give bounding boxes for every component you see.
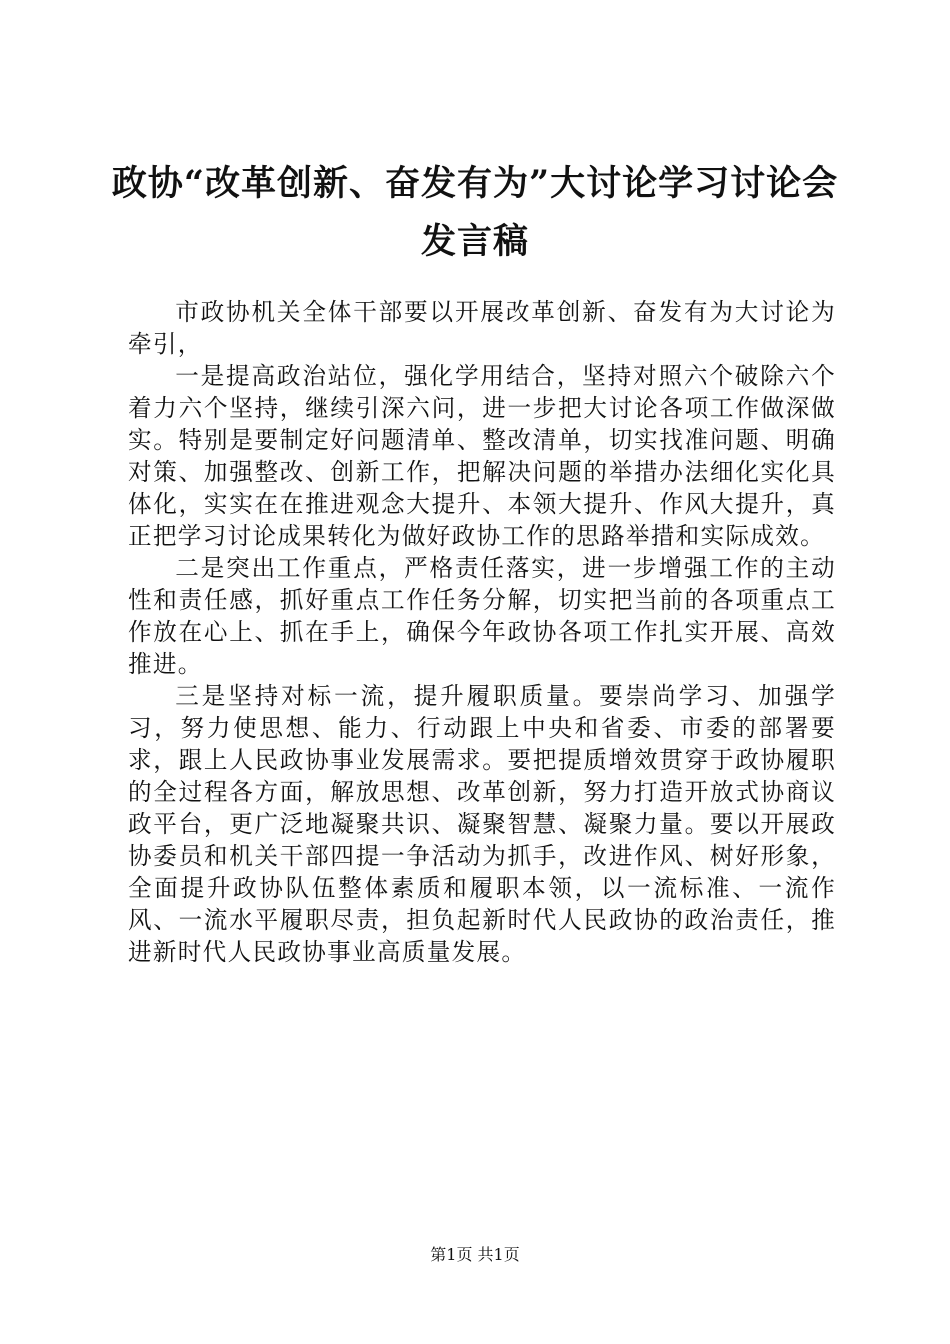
paragraph-point-one: 一是提高政治站位，强化学用结合，坚持对照六个破除六个着力六个坚持，继续引深六问，进一步把大讨论各项工作做深做实。特别是要制定好问题清单、整改清单，切实找准问题、明确对策、加强整改、创新工作，把解决问题的举措办法细化实化具体化，实实在在推进观念大提升、本领大提升、作风大提升，真正把学习讨论成果转化为做好政协工作的思路举措和实际成效。 — [128, 362, 836, 550]
document-title: 政协“改革创新、奋发有为”大讨论学习讨论会发言稿 — [111, 163, 839, 262]
page-footer: 第1页 共1页 — [430, 1245, 520, 1264]
paragraph-point-three: 三是坚持对标一流，提升履职质量。要崇尚学习、加强学习，努力使思想、能力、行动跟上中央和省委、市委的部署要求，跟上人民政协事业发展需求。要把提质增效贯穿于政协履职的全过程各方面，解放思想、改革创新，努力打造开放式协商议政平台，更广泛地凝聚共识、凝聚智慧、凝聚力量。要以开展政协委员和机关干部四提一争活动为抓手，改进作风、树好形象，全面提升政协队伍整体素质和履职本领，以一流标准、一流作风、一流水平履职尽责，担负起新时代人民政协的政治责任，推进新时代人民政协事业高质量发展。 — [128, 682, 836, 966]
paragraph-intro: 市政协机关全体干部要以开展改革创新、奋发有为大讨论为牵引， — [128, 298, 836, 358]
paragraph-point-two: 二是突出工作重点，严格责任落实，进一步增强工作的主动性和责任感，抓好重点工作任务分解，切实把当前的各项重点工作放在心上、抓在手上，确保今年政协各项工作扎实开展、高效推进。 — [128, 554, 836, 678]
document-body — [128, 296, 836, 968]
